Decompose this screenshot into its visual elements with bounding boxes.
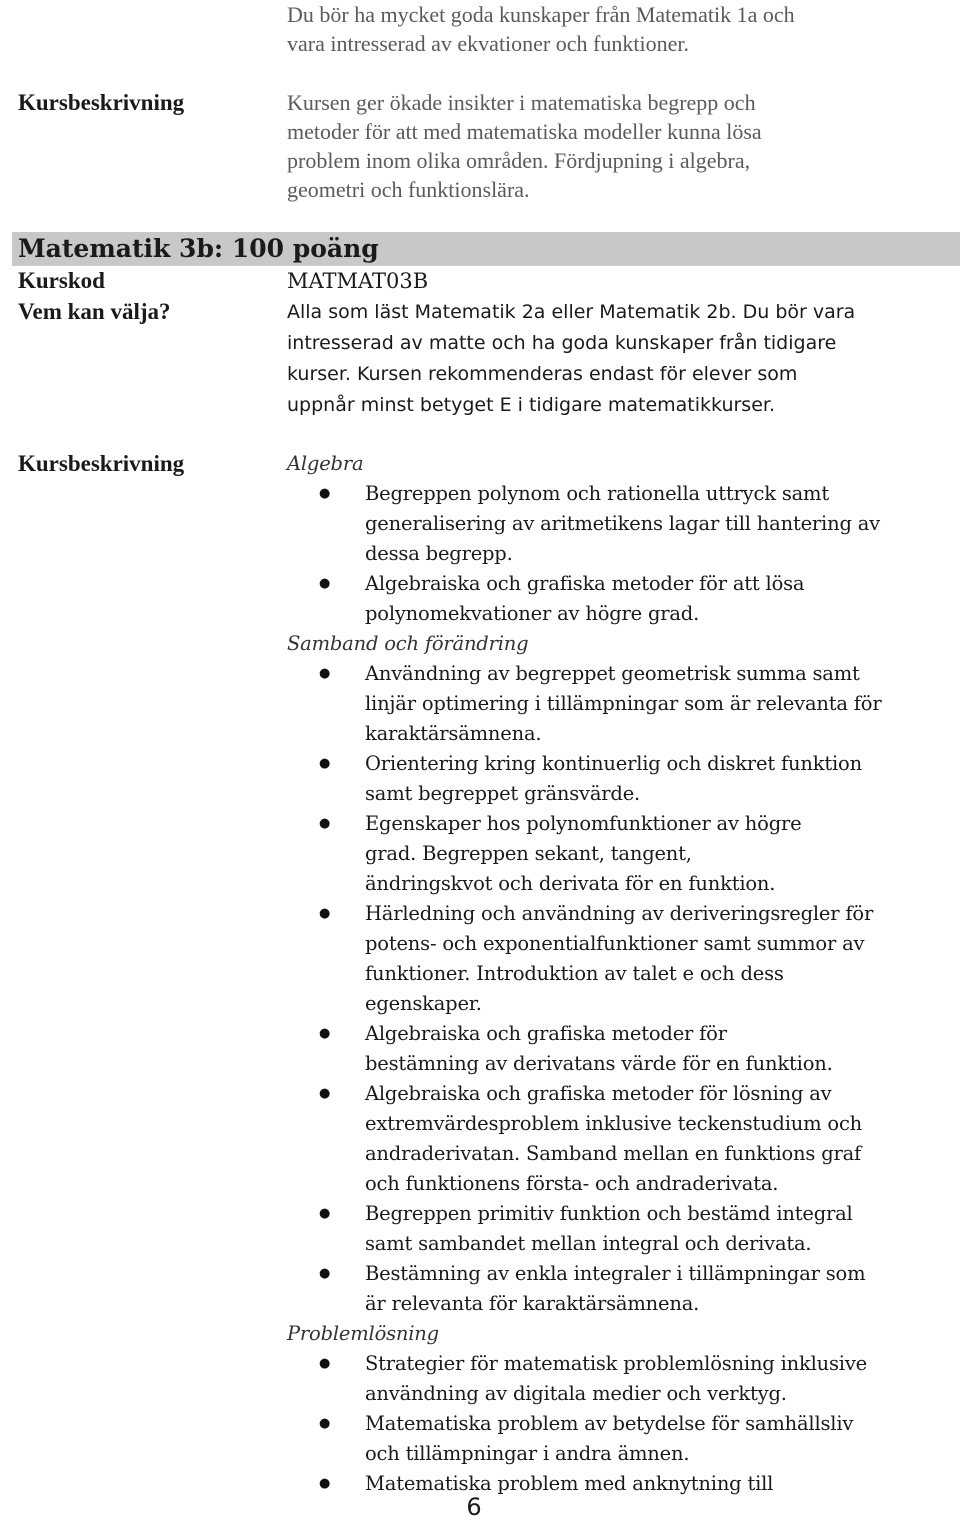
list-item	[287, 1349, 952, 1409]
text-line: polynomekvationer av högre grad.	[365, 602, 700, 625]
text-line: ● Begreppen polynom och rationella uttryck samt	[365, 482, 829, 505]
list-item	[287, 1019, 952, 1079]
text-line: ● Orientering kring kontinuerlig och diskret funktion	[365, 752, 862, 775]
course-description-label: Kursbeskrivning	[18, 451, 185, 476]
category-title-problemlosning: Problemlösning	[287, 1322, 439, 1345]
list-item	[287, 1259, 952, 1319]
text-line: ● Algebraiska och grafiska metoder för lösning av	[365, 1082, 832, 1105]
category-title-algebra: Algebra	[287, 452, 364, 475]
text-line: karaktärsämnena.	[365, 722, 542, 745]
list-item	[287, 749, 952, 809]
list-item	[287, 659, 952, 749]
text-line: Kursen ger ökade insikter i matematiska begrepp och	[287, 90, 756, 115]
text-line: ● Matematiska problem med anknytning till	[365, 1472, 774, 1495]
text-line: samt begreppet gränsvärde.	[365, 782, 641, 805]
list-item	[287, 899, 952, 1019]
text-line: generalisering av aritmetikens lagar till hantering av	[365, 512, 880, 535]
text-line: uppnår minst betyget E i tidigare matematikkurser.	[287, 394, 775, 416]
bullet-list-algebra	[287, 479, 952, 629]
category-title-samband: Samband och förändring	[287, 632, 529, 655]
text-line: potens- och exponentialfunktioner samt summor av	[365, 932, 865, 955]
text-line: ● Matematiska problem av betydelse för samhällsliv	[365, 1412, 854, 1435]
course-title: Matematik 3b: 100 poäng	[18, 234, 379, 263]
list-item	[287, 1199, 952, 1259]
text-line: ● Härledning och användning av deriveringsregler för	[365, 902, 874, 925]
eligibility-label: Vem kan välja?	[18, 299, 171, 324]
text-line: ● Användning av begreppet geometrisk summa samt	[365, 662, 860, 685]
course-code-value: MATMAT03B	[287, 269, 429, 293]
text-line: är relevanta för karaktärsämnena.	[365, 1292, 700, 1315]
text-line: geometri och funktionslära.	[287, 177, 530, 202]
text-line: egenskaper.	[365, 992, 482, 1015]
text-line: Alla som läst Matematik 2a eller Matematik 2b. Du bör vara	[287, 301, 856, 323]
text-line: dessa begrepp.	[365, 542, 513, 565]
text-line: intresserad av matte och ha goda kunskaper från tidigare	[287, 332, 837, 354]
text-line: problem inom olika områden. Fördjupning i algebra,	[287, 148, 751, 173]
text-line: kurser. Kursen rekommenderas endast för elever som	[287, 363, 798, 385]
list-item	[287, 1079, 952, 1199]
page-number: 6	[466, 1493, 482, 1521]
text-line: ● Strategier för matematisk problemlösning inklusive	[365, 1352, 867, 1375]
text-line: och funktionens första- och andraderivata.	[365, 1172, 779, 1195]
bullet-list-samband	[287, 659, 952, 1319]
list-item	[287, 809, 952, 899]
text-line: grad. Begreppen sekant, tangent,	[365, 842, 692, 865]
course-description-content	[287, 449, 952, 1499]
text-line: ● Algebraiska och grafiska metoder för	[365, 1022, 727, 1045]
text-line: vara intresserad av ekvationer och funktioner.	[287, 31, 689, 56]
list-item	[287, 479, 952, 569]
text-line: funktioner. Introduktion av talet e och dess	[365, 962, 784, 985]
text-line: metoder för att med matematiska modeller kunna lösa	[287, 119, 762, 144]
list-item	[287, 569, 952, 629]
text-line: bestämning av derivatans värde för en funktion.	[365, 1052, 833, 1075]
course-code-label: Kurskod	[18, 268, 105, 293]
text-line: ● Algebraiska och grafiska metoder för att lösa	[365, 572, 805, 595]
text-line: linjär optimering i tillämpningar som är relevanta för	[365, 692, 882, 715]
bullet-list-problemlosning	[287, 1349, 952, 1499]
prerequisite-text	[287, 0, 952, 58]
eligibility-text	[287, 297, 952, 421]
text-line: andraderivatan. Samband mellan en funktions graf	[365, 1142, 862, 1165]
description-label: Kursbeskrivning	[18, 90, 185, 115]
text-line: ändringskvot och derivata för en funktion.	[365, 872, 776, 895]
text-line: samt sambandet mellan integral och derivata.	[365, 1232, 812, 1255]
list-item	[287, 1409, 952, 1469]
text-line: ● Egenskaper hos polynomfunktioner av högre	[365, 812, 802, 835]
text-line: extremvärdesproblem inklusive teckenstudium och	[365, 1112, 863, 1135]
text-line: användning av digitala medier och verktyg.	[365, 1382, 787, 1405]
description-text	[287, 88, 952, 204]
text-line: Du bör ha mycket goda kunskaper från Matematik 1a och	[287, 2, 795, 27]
text-line: och tillämpningar i andra ämnen.	[365, 1442, 690, 1465]
text-line: ● Bestämning av enkla integraler i tillämpningar som	[365, 1262, 866, 1285]
text-line: ● Begreppen primitiv funktion och bestämd integral	[365, 1202, 853, 1225]
